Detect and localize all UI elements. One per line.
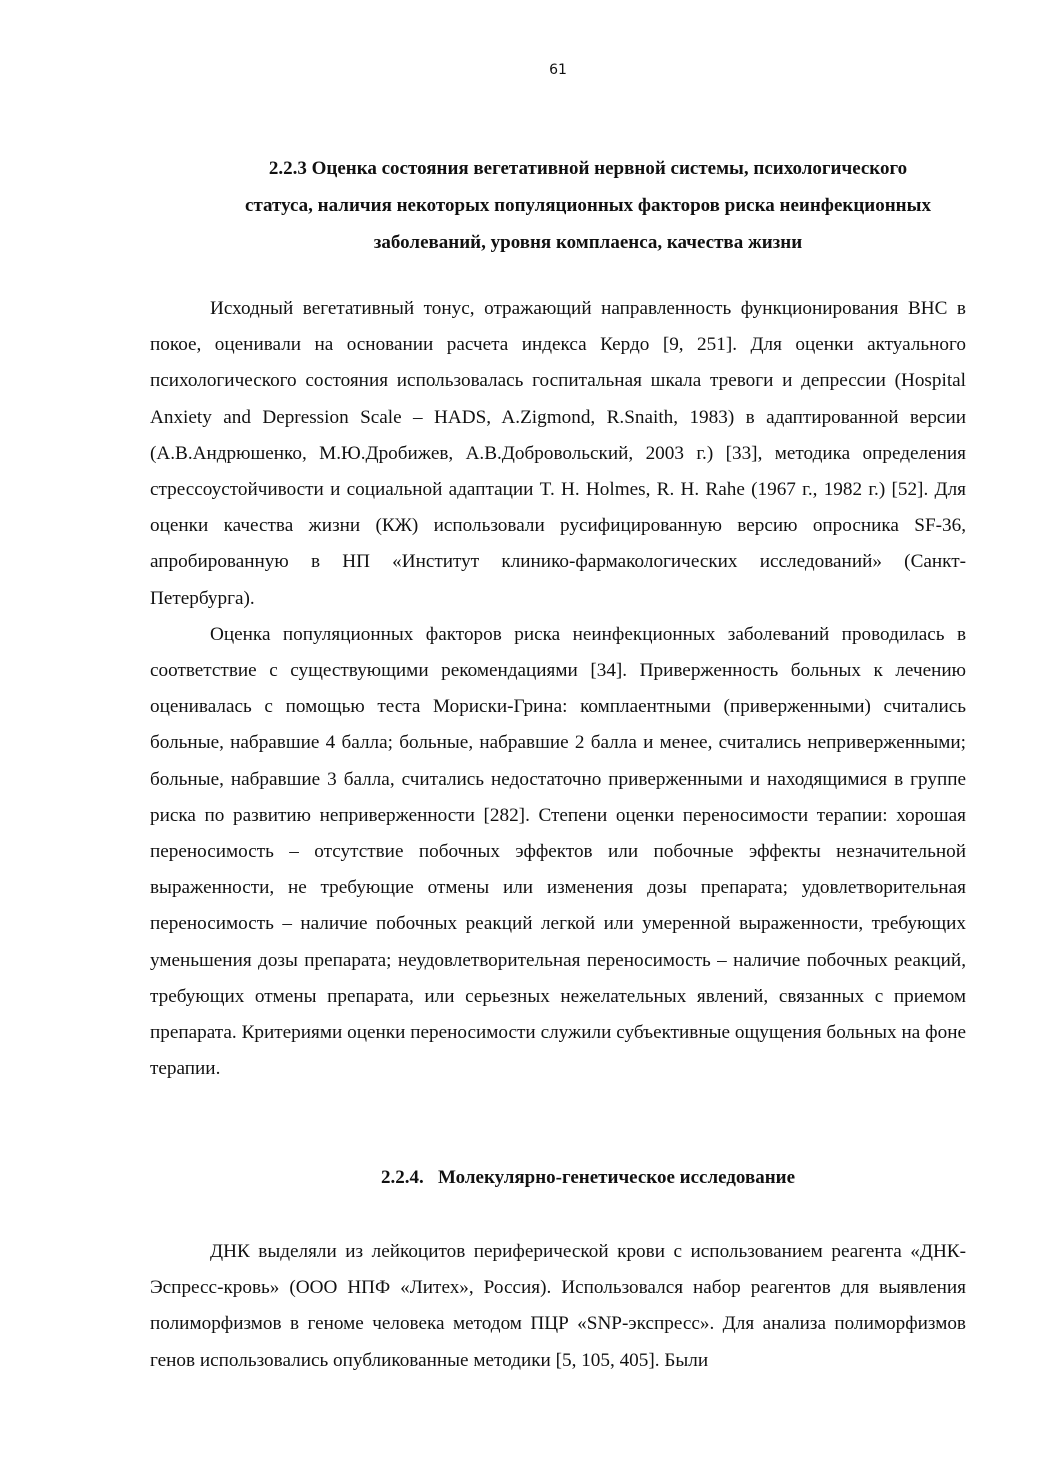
page-number: 61 [549, 62, 567, 78]
section-heading-2-2-3 [150, 150, 1026, 261]
heading-line: заболеваний, уровня комплаенса, качества жизни [373, 232, 803, 253]
heading-line: 2.2.3 Оценка состояния вегетативной нервной системы, психологического [268, 158, 908, 179]
body-paragraph: Исходный вегетативный тонус, отражающий направленность функционирования ВНС в покое, оценивали на основании расчета индекса Кердо [9, 251]. Для оценки актуального психологического состояния использовалась госпитальная шкала тревоги и депрессии (Hospital Anxiety and Depression Scale – HADS, A.Zigmond, R.Snaith, 1983) в адаптированной версии (А.В.Андрюшенко, М.Ю.Дробижев, А.В.Добровольский, 2003 г.) [33], методика определения стрессоустойчивости и социальной адаптации T. H. Holmes, R. H. Rahe (1967 г., 1982 г.) [52]. Для оценки качества жизни (КЖ) использовали русифицированную версию опросника SF-36, апробированную в НП «Институт клинико-фармакологических исследований» (Санкт-Петербурга). [150, 298, 966, 609]
body-paragraph: ДНК выделяли из лейкоцитов периферической крови с использованием реагента «ДНК-Эспресс-кровь» (ООО НПФ «Литех», Россия). Использовался набор реагентов для выявления полиморфизмов в геноме человека методом ПЦР «SNP-экспресс». Для анализа полиморфизмов генов использовались опубликованные методики [5, 105, 405]. Были [150, 1241, 966, 1371]
section-2-2-4-body [150, 1234, 966, 1379]
body-paragraph: Оценка популяционных факторов риска неинфекционных заболеваний проводилась в соответствие с существующими рекомендациями [34]. Приверженность больных к лечению оценивалась с помощью теста Мориски-Грина: комплаентными (приверженными) считались больные, набравшие 4 балла; больные, набравшие 2 балла и менее, считались неприверженными; больные, набравшие 3 балла, считались недостаточно приверженными и находящимися в группе риска по развитию неприверженности [282]. Степени оценки переносимости терапии: хорошая переносимость – отсутствие побочных эффектов или побочные эффекты незначительной выраженности, не требующие отмены или изменения дозы препарата; удовлетворительная переносимость – наличие побочных реакций легкой или умеренной выраженности, требующих уменьшения дозы препарата; неудовлетворительная переносимость – наличие побочных реакций, требующих отмены препарата, или серьезных нежелательных явлений, связанных с приемом препарата. Критериями оценки переносимости служили субъективные ощущения больных на фоне терапии. [150, 623, 966, 1080]
section-heading-2-2-4: 2.2.4. Молекулярно-генетическое исследование [380, 1167, 796, 1188]
heading-line: статуса, наличия некоторых популяционных факторов риска неинфекционных [245, 195, 931, 216]
section-2-2-3-body [150, 291, 966, 1087]
